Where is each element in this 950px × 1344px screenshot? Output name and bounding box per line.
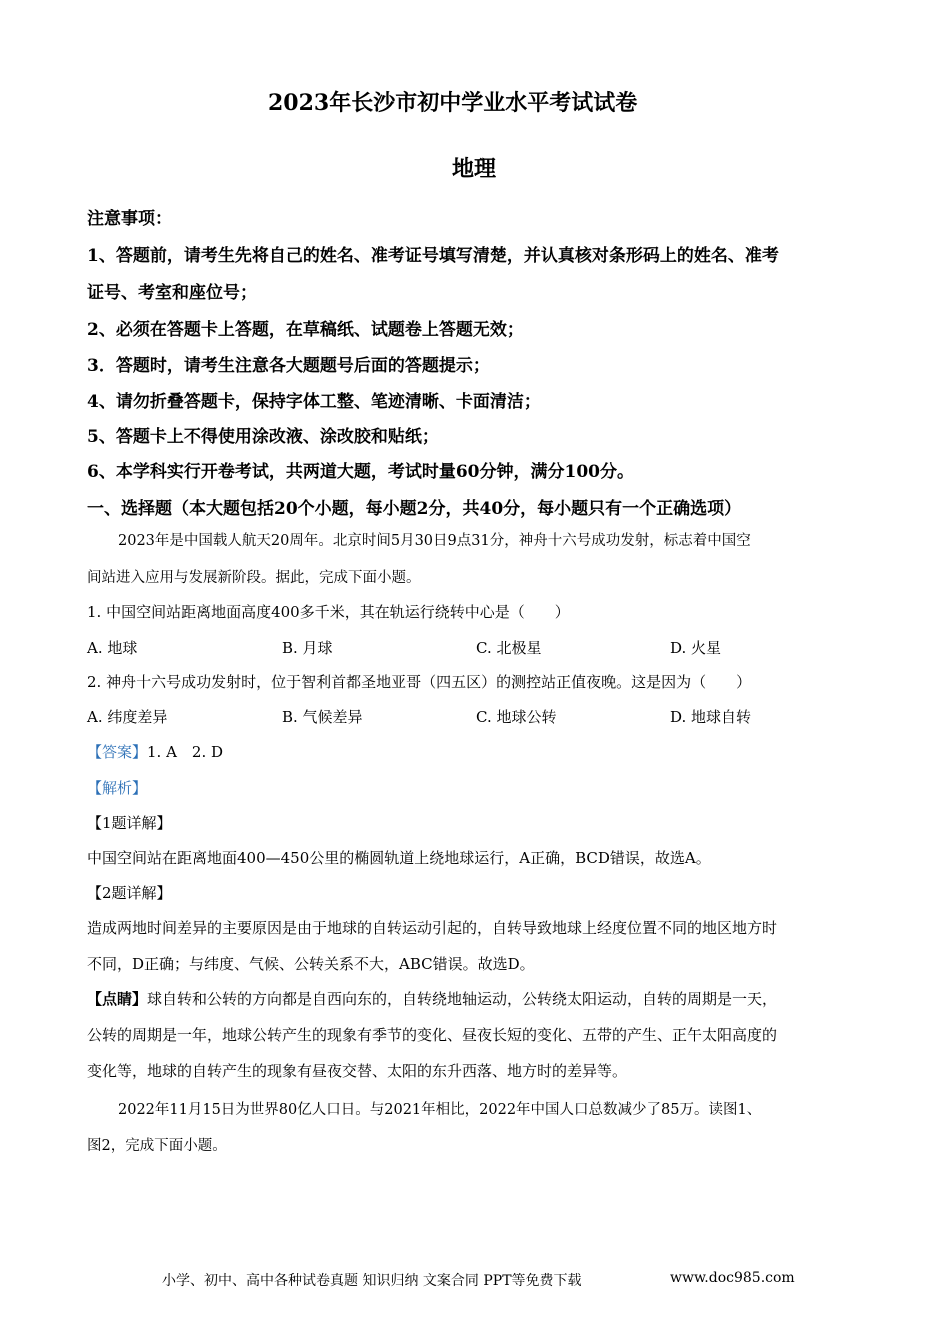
note-line: 证号、考室和座位号；: [87, 283, 257, 303]
detail-2-text: 不同，D正确；与纬度、气候、公转关系不大，ABC错误。故选D。: [87, 955, 535, 973]
notes-heading: 注意事项：: [87, 209, 172, 229]
question-2-stem: 2. 神舟十六号成功发射时，位于智利首都圣地亚哥（四五区）的测控站正值夜晚。这是因为（ ）: [87, 673, 752, 691]
subject-title: 地理: [452, 156, 497, 182]
note-line: 3．答题时，请考生注意各大题题号后面的答题提示；: [87, 356, 490, 376]
detail-2-text: 造成两地时间差异的主要原因是由于地球的自转运动引起的，自转导致地球上经度位置不同的地区地方时: [87, 919, 778, 937]
q1-option-d: D. 火星: [670, 639, 722, 657]
note-line: 2、必须在答题卡上答题，在草稿纸、试题卷上答题无效；: [87, 320, 524, 340]
tip-tag: 【点睛】: [87, 990, 148, 1008]
tip-text: 球自转和公转的方向都是自西向东的，自转绕地轴运动，公转绕太阳运动，自转的周期是一天，: [147, 990, 778, 1008]
q2-option-a: A. 纬度差异: [87, 708, 168, 726]
q2-option-d: D. 地球自转: [670, 708, 752, 726]
note-line: 4、请勿折叠答题卡，保持字体工整、笔迹清晰、卡面清洁；: [87, 392, 541, 412]
footer-text: 小学、初中、高中各种试卷真题 知识归纳 文案合同 PPT等免费下载: [162, 1273, 582, 1289]
q2-option-b: B. 气候差异: [282, 708, 363, 726]
passage-line: 2023年是中国载人航天20周年。北京时间5月30日9点31分，神舟十六号成功发射，标志着中国空: [118, 533, 751, 549]
note-line: 6、本学科实行开卷考试，共两道大题，考试时量60分钟，满分100分。: [87, 462, 634, 482]
detail-1-text: 中国空间站在距离地面400—450公里的椭圆轨道上绕地球运行，A正确，BCD错误，故选A。: [87, 849, 711, 867]
passage-line: 图2，完成下面小题。: [87, 1138, 227, 1154]
note-line: 1、答题前，请考生先将自己的姓名、准考证号填写清楚，并认真核对条形码上的姓名、准考: [87, 246, 779, 266]
question-1-stem: 1. 中国空间站距离地面高度400多千米，其在轨运行绕转中心是（ ）: [87, 603, 570, 621]
tip-text: 变化等，地球的自转产生的现象有昼夜交替、太阳的东升西落、地方时的差异等。: [87, 1062, 628, 1080]
answer-value: 1. A 2. D: [147, 743, 224, 761]
answer-line: [87, 741, 223, 762]
tip-line: [87, 988, 777, 1009]
passage-line: 2022年11月15日为世界80亿人口日。与2021年相比，2022年中国人口总数减少了85万。读图1、: [118, 1102, 762, 1118]
section-heading: 一、选择题（本大题包括20个小题，每小题2分，共40分，每小题只有一个正确选项）: [87, 499, 742, 519]
q1-option-b: B. 月球: [282, 639, 333, 657]
q2-option-c: C. 地球公转: [476, 708, 557, 726]
answer-tag: 【答案】: [87, 743, 148, 761]
exam-title: 2023年长沙市初中学业水平考试试卷: [268, 90, 638, 116]
q1-option-a: A. 地球: [87, 639, 138, 657]
passage-line: 间站进入应用与发展新阶段。据此，完成下面小题。: [87, 570, 421, 586]
detail-1-tag: 【1题详解】: [87, 814, 172, 832]
footer-url[interactable]: www.doc985.com: [670, 1270, 795, 1286]
tip-text: 公转的周期是一年，地球公转产生的现象有季节的变化、昼夜长短的变化、五带的产生、正午太阳高度的: [87, 1026, 778, 1044]
q1-option-c: C. 北极星: [476, 639, 542, 657]
analysis-tag: 【解析】: [87, 779, 148, 797]
note-line: 5、答题卡上不得使用涂改液、涂改胶和贴纸；: [87, 427, 439, 447]
detail-2-tag: 【2题详解】: [87, 884, 172, 902]
